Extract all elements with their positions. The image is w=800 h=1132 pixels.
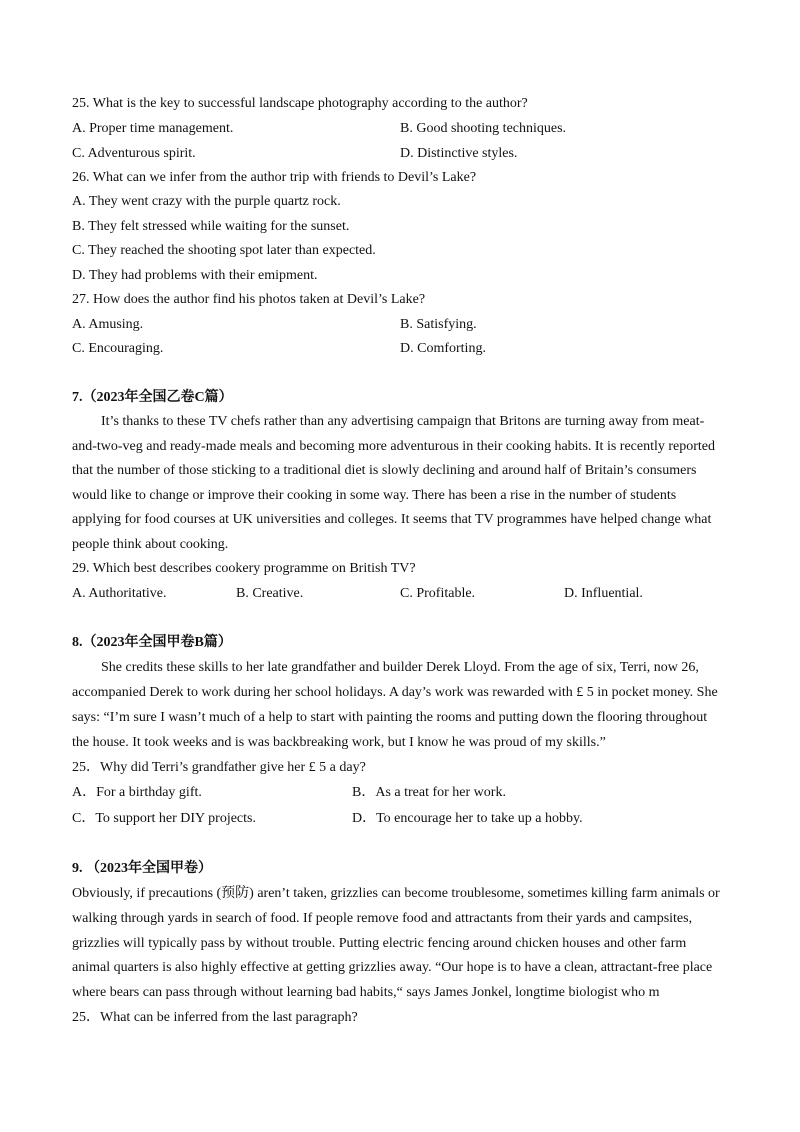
passage-line: It’s thanks to these TV chefs rather than any advertising campaign that Britons are turning away from meat-	[101, 414, 705, 429]
option-c: C. Adventurous spirit.	[72, 146, 196, 161]
option-b: B．As a treat for her work.	[352, 785, 506, 800]
option-d: D．To encourage her to take up a hobby.	[352, 811, 583, 826]
option-b: B. Satisfying.	[400, 317, 477, 332]
option-d: D. Comforting.	[400, 341, 486, 356]
question-27-text: 27. How does the author find his photos taken at Devil’s Lake?	[72, 292, 426, 307]
option-a: A．For a birthday gift.	[72, 785, 202, 800]
option-d: D. Influential.	[564, 586, 643, 601]
passage-line: accompanied Derek to work during her school holidays. A day’s work was rewarded with £ 5 in pocket money. She	[72, 685, 718, 700]
passage-line: and-two-veg and ready-made meals and becoming more adventurous in their cooking habits. It is recently reported	[72, 439, 716, 454]
question-25-text: 25. What is the key to successful landscape photography according to the author?	[72, 96, 528, 111]
option-d: D. They had problems with their emipment.	[72, 268, 318, 283]
passage-line: people think about cooking.	[72, 537, 229, 552]
passage-line: Obviously, if precautions (预防) aren’t taken, grizzlies can become troublesome, sometimes killing farm animals or	[72, 886, 720, 901]
option-b: B. Creative.	[236, 586, 304, 601]
option-a: A. Amusing.	[72, 317, 144, 332]
question-25-text: 25．Why did Terri’s grandfather give her £ 5 a day?	[72, 760, 366, 775]
passage-line: animal quarters is also highly effective at getting grizzlies away. “Our hope is to have a clean, attractant-free place	[72, 960, 713, 975]
passage-line: would like to change or improve their cooking in some way. There has been a rise in the number of students	[72, 488, 677, 503]
option-a: A. Authoritative.	[72, 586, 167, 601]
question-26-text: 26. What can we infer from the author trip with friends to Devil’s Lake?	[72, 170, 477, 185]
passage-line: grizzlies will typically pass by without trouble. Putting electric fencing around chicken houses and other farm	[72, 936, 687, 951]
passage-line: applying for food courses at UK universities and colleges. It seems that TV programmes have helped change what	[72, 512, 712, 527]
option-d: D. Distinctive styles.	[400, 146, 518, 161]
option-a: A. Proper time management.	[72, 121, 234, 136]
option-a: A. They went crazy with the purple quartz rock.	[72, 194, 341, 209]
passage-line: that the number of those sticking to a traditional diet is slowly declining and around half of Britain’s consumers	[72, 463, 697, 478]
passage-line: where bears can pass through without learning bad habits,“ says James Jonkel, longtime biologist who m	[72, 985, 660, 1000]
section-9-heading: 9. （2023年全国甲卷）	[72, 861, 212, 876]
section-7-heading: 7.（2023年全国乙卷C篇）	[72, 390, 233, 405]
passage-line: the house. It took weeks and is was backbreaking work, but I know he was proud of my skills.”	[72, 735, 606, 750]
option-b: B. Good shooting techniques.	[400, 121, 567, 136]
passage-line: walking through yards in search of food. If people remove food and attractants from their yards and campsites,	[72, 911, 693, 926]
option-c: C. Profitable.	[400, 586, 476, 601]
passage-line: says: “I’m sure I wasn’t much of a help to start with painting the rooms and putting down the flooring throughout	[72, 710, 708, 725]
option-c: C. Encouraging.	[72, 341, 164, 356]
section-8-heading: 8.（2023年全国甲卷B篇）	[72, 635, 232, 650]
question-25-text: 25．What can be inferred from the last paragraph?	[72, 1010, 358, 1025]
question-29-text: 29. Which best describes cookery programme on British TV?	[72, 561, 416, 576]
option-c: C．To support her DIY projects.	[72, 811, 256, 826]
option-c: C. They reached the shooting spot later than expected.	[72, 243, 376, 258]
passage-line: She credits these skills to her late grandfather and builder Derek Lloyd. From the age of six, Terri, now 26,	[101, 660, 699, 675]
option-b: B. They felt stressed while waiting for the sunset.	[72, 219, 350, 234]
